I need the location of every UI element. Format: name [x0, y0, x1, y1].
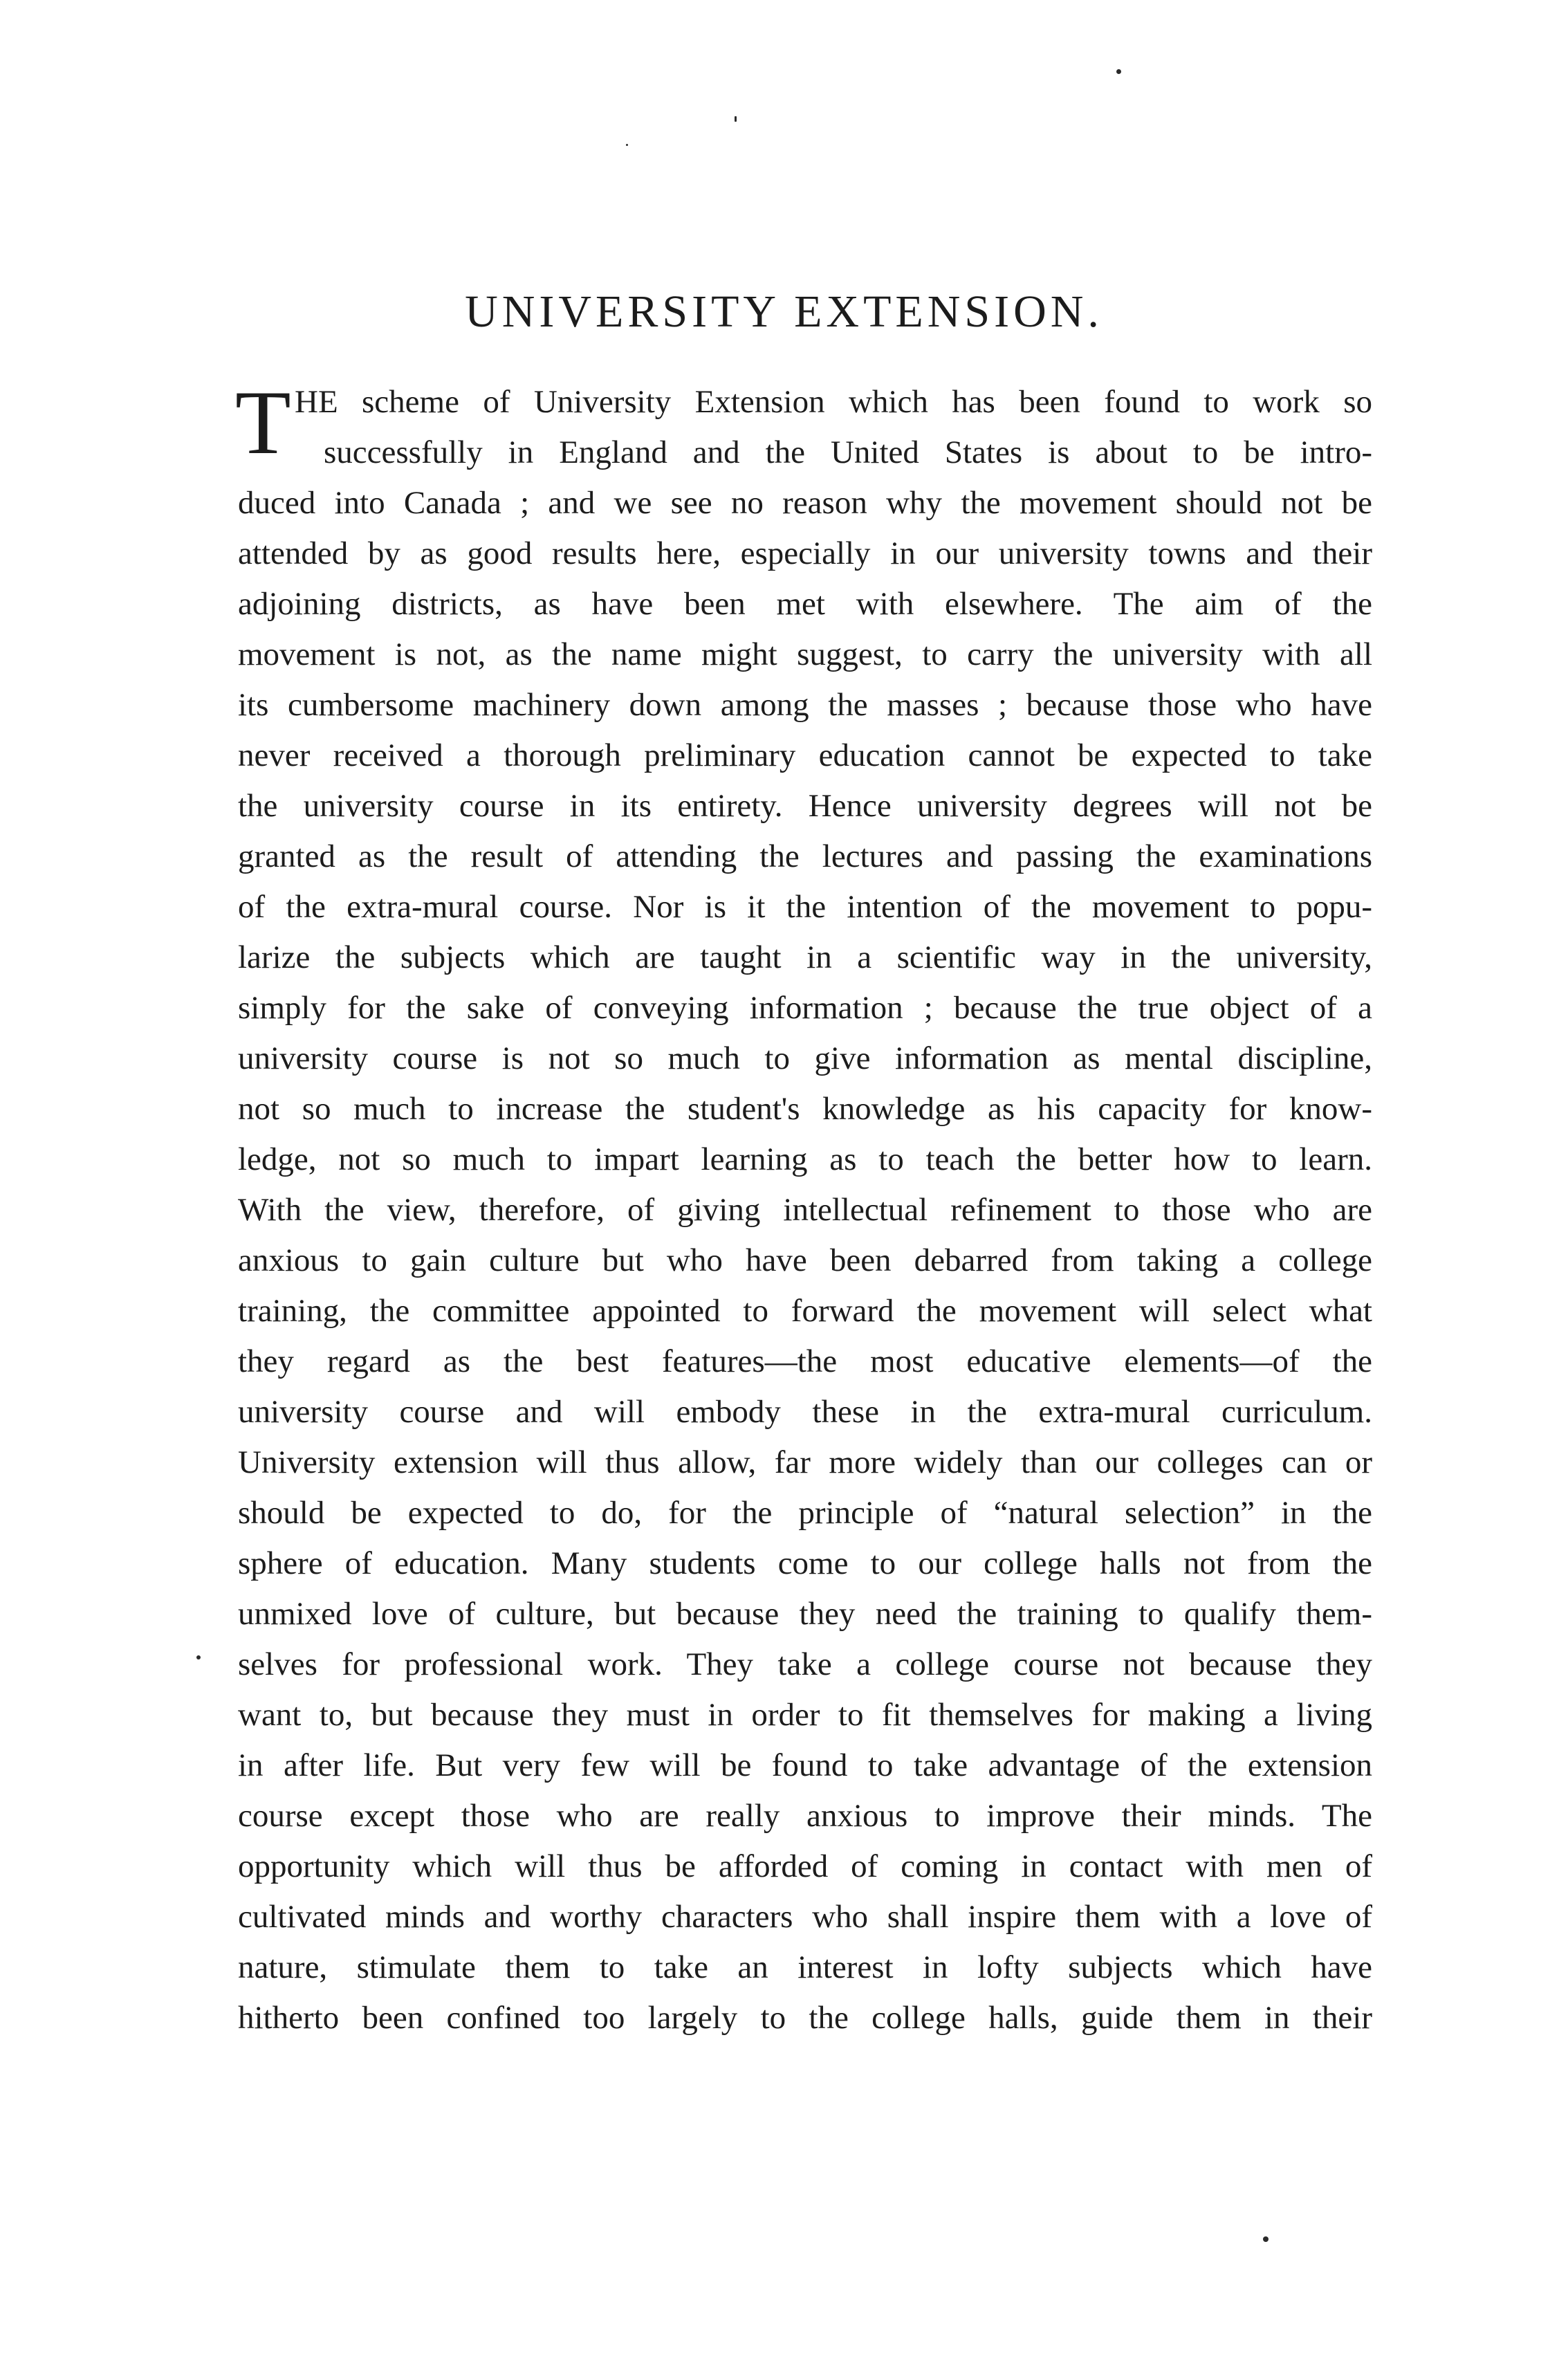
drop-cap: T [235, 371, 291, 473]
text-line: in after life. But very few will be found to take advantage of the extension [238, 1747, 1372, 1783]
text-line: opportunity which will thus be afforded of coming in contact with men of [238, 1848, 1372, 1884]
text-line: they regard as the best features—the most educative elements—of the [238, 1343, 1372, 1379]
text-line: adjoining districts, as have been met with elsewhere. The aim of the [238, 586, 1372, 622]
text-line: With the view, therefore, of giving intellectual refinement to those who are [238, 1192, 1372, 1228]
text-line: training, the committee appointed to forward the movement will select what [238, 1293, 1372, 1329]
text-line: university course is not so much to give information as mental discipline, [238, 1040, 1372, 1076]
text-line: course except those who are really anxious to improve their minds. The [238, 1798, 1372, 1834]
text-line: sphere of education. Many students come to our college halls not from the [238, 1545, 1372, 1581]
text-line: HE scheme of University Extension which has been found to work so [295, 384, 1372, 420]
text-line: University extension will thus allow, far more widely than our colleges can or [238, 1444, 1372, 1480]
text-line: the university course in its entirety. Hence university degrees will not be [238, 788, 1372, 824]
text-line: cultivated minds and worthy characters who shall inspire them with a love of [238, 1899, 1372, 1935]
scan-speck [1263, 2236, 1269, 2242]
text-line: want to, but because they must in order to fit themselves for making a living [238, 1697, 1372, 1733]
scan-speck [1116, 69, 1121, 74]
text-line: granted as the result of attending the lectures and passing the examinations [238, 838, 1372, 874]
text-line: university course and will embody these in the extra-mural curriculum. [238, 1394, 1372, 1430]
text-line: duced into Canada ; and we see no reason why the movement should not be [238, 485, 1372, 521]
scan-speck [735, 116, 737, 122]
text-line: of the extra-mural course. Nor is it the intention of the movement to popu- [238, 889, 1372, 925]
text-line: simply for the sake of conveying information ; because the true object of a [238, 990, 1372, 1026]
text-line: attended by as good results here, especially in our university towns and their [238, 535, 1372, 571]
text-line: ledge, not so much to impart learning as to teach the better how to learn. [238, 1141, 1372, 1177]
text-line: larize the subjects which are taught in a scientific way in the university, [238, 939, 1372, 975]
text-line: successfully in England and the United States is about to be intro- [324, 434, 1372, 470]
text-line: not so much to increase the student's knowledge as his capacity for know- [238, 1091, 1372, 1127]
text-line: unmixed love of culture, but because they need the training to qualify them- [238, 1596, 1372, 1632]
text-line: should be expected to do, for the principle of “natural selection” in the [238, 1495, 1372, 1531]
text-line: movement is not, as the name might suggest, to carry the university with all [238, 636, 1372, 672]
text-line: nature, stimulate them to take an interest in lofty subjects which have [238, 1949, 1372, 1985]
text-line: never received a thorough preliminary education cannot be expected to take [238, 737, 1372, 773]
scan-speck [626, 144, 628, 146]
text-line: hitherto been confined too largely to the college halls, guide them in their [238, 2000, 1372, 2036]
page-title: UNIVERSITY EXTENSION. [465, 286, 1103, 337]
text-line: anxious to gain culture but who have been debarred from taking a college [238, 1242, 1372, 1278]
text-line: selves for professional work. They take a college course not because they [238, 1646, 1372, 1682]
scan-speck [196, 1655, 201, 1659]
text-line: its cumbersome machinery down among the masses ; because those who have [238, 687, 1372, 723]
